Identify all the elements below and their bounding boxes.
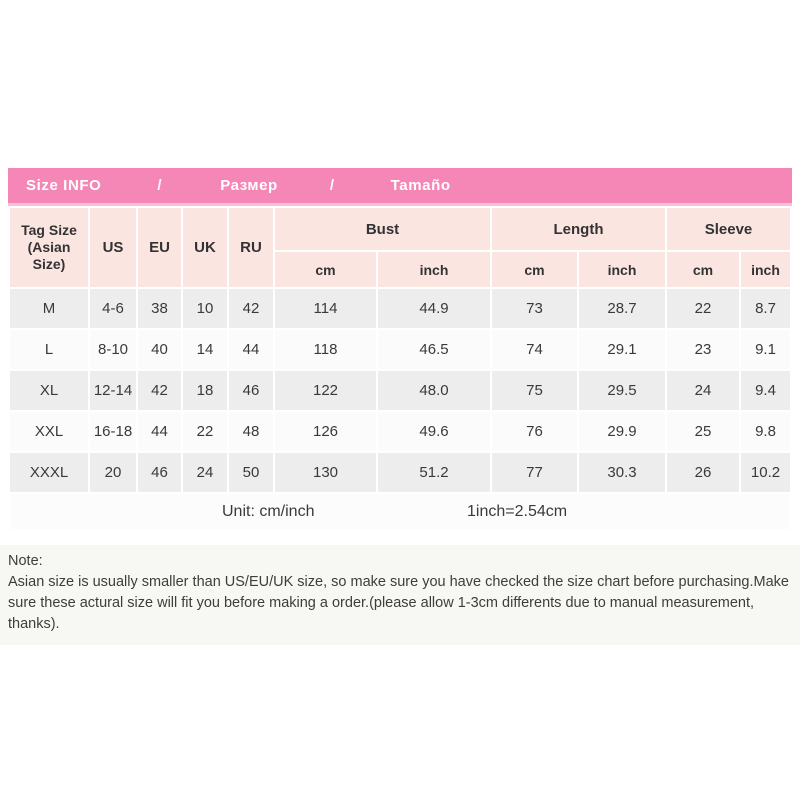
note-section	[0, 545, 800, 645]
cell-sleeve-cm: 24	[667, 371, 739, 410]
cell-bust-cm: 126	[275, 412, 376, 451]
cell-length-cm: 74	[492, 330, 577, 369]
header-tag-size	[10, 208, 88, 287]
header-tag-size-line2: (Asian Size)	[27, 239, 71, 272]
cell-bust-inch: 46.5	[378, 330, 490, 369]
header-ru: RU	[229, 208, 273, 287]
header-tag-size-line1: Tag Size	[21, 222, 77, 238]
title-separator: /	[329, 177, 335, 194]
cell-sleeve-cm: 26	[667, 453, 739, 492]
cell-eu: 40	[138, 330, 181, 369]
header-us: US	[90, 208, 136, 287]
cell-sleeve-inch: 8.7	[741, 289, 790, 328]
cell-ru: 44	[229, 330, 273, 369]
cell-sleeve-cm: 25	[667, 412, 739, 451]
cell-sleeve-cm: 22	[667, 289, 739, 328]
cell-length-inch: 30.3	[579, 453, 665, 492]
unit-footer-cell	[10, 494, 790, 529]
cell-uk: 18	[183, 371, 227, 410]
cell-length-inch: 29.9	[579, 412, 665, 451]
cell-us: 16-18	[90, 412, 136, 451]
table-row-m	[10, 289, 790, 328]
cell-uk: 10	[183, 289, 227, 328]
header-sleeve: Sleeve	[667, 208, 790, 250]
cell-bust-inch: 48.0	[378, 371, 490, 410]
cell-tag: M	[10, 289, 88, 328]
title-size-info: Size INFO	[26, 177, 102, 194]
cell-us: 12-14	[90, 371, 136, 410]
cell-bust-cm: 118	[275, 330, 376, 369]
table-row-xxl	[10, 412, 790, 451]
cell-length-inch: 28.7	[579, 289, 665, 328]
cell-bust-cm: 130	[275, 453, 376, 492]
cell-length-inch: 29.1	[579, 330, 665, 369]
table-row-xl	[10, 371, 790, 410]
size-table	[8, 206, 792, 531]
cell-ru: 48	[229, 412, 273, 451]
cell-ru: 42	[229, 289, 273, 328]
cell-sleeve-inch: 10.2	[741, 453, 790, 492]
cell-tag: XL	[10, 371, 88, 410]
cell-eu: 44	[138, 412, 181, 451]
inch-conversion-label: 1inch=2.54cm	[467, 502, 568, 520]
cell-uk: 22	[183, 412, 227, 451]
cell-bust-inch: 49.6	[378, 412, 490, 451]
header-bust: Bust	[275, 208, 490, 250]
table-footer-row	[10, 494, 790, 529]
cell-us: 8-10	[90, 330, 136, 369]
cell-tag: XXXL	[10, 453, 88, 492]
cell-eu: 42	[138, 371, 181, 410]
cell-sleeve-inch: 9.4	[741, 371, 790, 410]
cell-eu: 46	[138, 453, 181, 492]
header-length-inch: inch	[579, 252, 665, 287]
table-row-xxxl	[10, 453, 790, 492]
cell-ru: 50	[229, 453, 273, 492]
cell-bust-cm: 122	[275, 371, 376, 410]
header-length-cm: cm	[492, 252, 577, 287]
header-bust-cm: cm	[275, 252, 376, 287]
cell-sleeve-inch: 9.1	[741, 330, 790, 369]
header-bust-inch: inch	[378, 252, 490, 287]
cell-sleeve-inch: 9.8	[741, 412, 790, 451]
title-razmer: Размер	[220, 177, 278, 194]
cell-length-cm: 76	[492, 412, 577, 451]
cell-tag: XXL	[10, 412, 88, 451]
header-uk: UK	[183, 208, 227, 287]
cell-sleeve-cm: 23	[667, 330, 739, 369]
size-chart	[8, 168, 792, 531]
header-sleeve-inch: inch	[741, 252, 790, 287]
header-length: Length	[492, 208, 665, 250]
table-row-l	[10, 330, 790, 369]
cell-us: 20	[90, 453, 136, 492]
cell-uk: 14	[183, 330, 227, 369]
header-row-groups	[10, 208, 790, 250]
note-label: Note:	[8, 553, 43, 569]
cell-bust-inch: 51.2	[378, 453, 490, 492]
header-eu: EU	[138, 208, 181, 287]
note-text: Asian size is usually smaller than US/EU/UK size, so make sure you have checked the size chart before purchasing.Make sure these actural size will fit you before making a order.(please allow 1-3cm differents due to manual measurement, thanks).	[8, 574, 789, 632]
cell-tag: L	[10, 330, 88, 369]
cell-uk: 24	[183, 453, 227, 492]
size-info-title-bar	[8, 168, 792, 206]
cell-length-cm: 75	[492, 371, 577, 410]
title-separator: /	[157, 177, 163, 194]
unit-label: Unit: cm/inch	[222, 502, 315, 520]
cell-us: 4-6	[90, 289, 136, 328]
cell-bust-inch: 44.9	[378, 289, 490, 328]
cell-length-inch: 29.5	[579, 371, 665, 410]
cell-length-cm: 73	[492, 289, 577, 328]
cell-eu: 38	[138, 289, 181, 328]
cell-bust-cm: 114	[275, 289, 376, 328]
header-sleeve-cm: cm	[667, 252, 739, 287]
cell-length-cm: 77	[492, 453, 577, 492]
title-tamano: Tamaño	[390, 177, 451, 194]
cell-ru: 46	[229, 371, 273, 410]
